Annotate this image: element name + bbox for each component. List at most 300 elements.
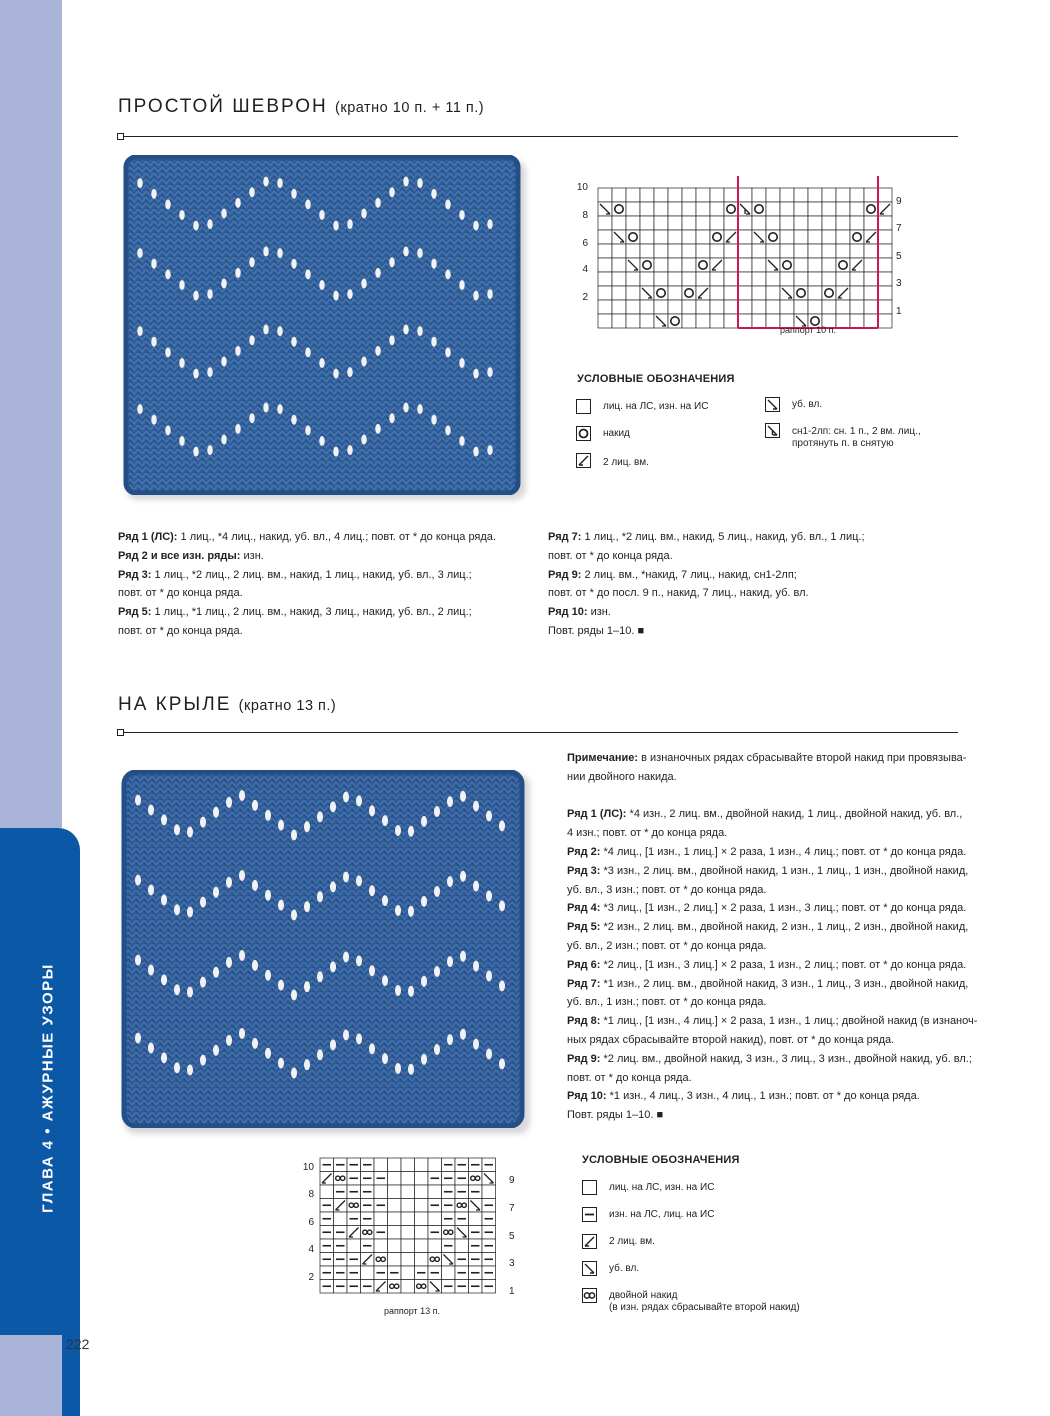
eyelet bbox=[431, 415, 437, 425]
chart-cell bbox=[878, 244, 892, 258]
chart-cell bbox=[878, 300, 892, 314]
eyelet bbox=[291, 337, 297, 347]
chart-cell bbox=[822, 258, 836, 272]
pattern2-chart bbox=[300, 1152, 526, 1322]
eyelet bbox=[473, 961, 479, 972]
chart2-row-label: 4 bbox=[308, 1244, 314, 1255]
chart-cell bbox=[598, 314, 612, 328]
row-label: Ряд 9: bbox=[548, 568, 582, 581]
chart-cell bbox=[640, 216, 654, 230]
row-text: повт. от * до посл. 9 п., накид, 7 лиц., накид, уб. вл. bbox=[548, 587, 809, 600]
eyelet bbox=[148, 1042, 154, 1053]
instruction-line bbox=[548, 566, 865, 585]
chart-cell bbox=[864, 272, 878, 286]
row-label: Ряд 4: bbox=[567, 902, 601, 915]
eyelet bbox=[187, 987, 193, 998]
chart-cell bbox=[850, 202, 864, 216]
chart-cell bbox=[724, 188, 738, 202]
eyelet bbox=[213, 1045, 219, 1056]
chart-cell bbox=[668, 286, 682, 300]
chart-cell bbox=[428, 1185, 442, 1199]
eyelet bbox=[200, 977, 206, 988]
chart-cell bbox=[794, 202, 808, 216]
eyelet bbox=[235, 346, 241, 356]
chart-cell bbox=[682, 272, 696, 286]
chart-cell bbox=[415, 1172, 429, 1186]
empty-square-icon bbox=[582, 1180, 597, 1195]
chart-cell bbox=[415, 1212, 429, 1226]
chart-cell bbox=[682, 258, 696, 272]
row-text: повт. от * до конца ряда. bbox=[118, 587, 243, 600]
chart-cell bbox=[738, 188, 752, 202]
eyelet bbox=[193, 447, 199, 457]
eyelet bbox=[265, 970, 271, 981]
eyelet bbox=[213, 967, 219, 978]
eyelet bbox=[459, 358, 465, 368]
eyelet bbox=[235, 198, 241, 208]
chart-cell bbox=[415, 1226, 429, 1240]
eyelet bbox=[174, 824, 180, 835]
eyelet bbox=[304, 821, 310, 832]
eyelet bbox=[445, 199, 451, 209]
row-text: 4 изн.; повт. от * до конца ряда. bbox=[567, 827, 728, 840]
eyelet bbox=[499, 1058, 505, 1069]
eyelet bbox=[447, 876, 453, 887]
chart-cell bbox=[878, 272, 892, 286]
chart-cell bbox=[428, 1239, 442, 1253]
eyelet bbox=[239, 870, 245, 881]
chart-cell bbox=[388, 1199, 402, 1213]
chart-cell bbox=[710, 244, 724, 258]
chart2-row-label: 8 bbox=[308, 1189, 314, 1200]
chart-cell bbox=[598, 258, 612, 272]
row-label: Ряд 1 (ЛС): bbox=[118, 531, 178, 543]
eyelet bbox=[375, 268, 381, 278]
eyelet bbox=[408, 1064, 414, 1075]
chart-cell bbox=[724, 216, 738, 230]
eyelet bbox=[174, 904, 180, 915]
eyelet bbox=[174, 1062, 180, 1073]
row-text: *3 изн., 2 лиц. вм., двойной накид, 1 изн., 1 лиц., 1 изн., двойной накид, bbox=[600, 864, 969, 877]
row-text: 1 лиц., *2 лиц. вм., накид, 5 лиц., накид, уб. вл., 1 лиц.; bbox=[581, 531, 865, 543]
eyelet bbox=[361, 208, 367, 218]
chart2-repeat-label: раппорт 13 п. bbox=[383, 1306, 441, 1316]
eyelet bbox=[356, 795, 362, 806]
instruction-line bbox=[567, 937, 977, 956]
chart-cell bbox=[878, 258, 892, 272]
eyelet bbox=[319, 358, 325, 368]
chart-cell bbox=[626, 216, 640, 230]
chart-cell bbox=[668, 188, 682, 202]
chart-cell bbox=[822, 300, 836, 314]
eyelet bbox=[431, 337, 437, 347]
eyelet bbox=[174, 984, 180, 995]
pattern2-instructions bbox=[567, 749, 977, 1125]
pattern1-swatch-photo bbox=[122, 155, 522, 495]
eyelet bbox=[165, 199, 171, 209]
instruction-line bbox=[567, 749, 977, 768]
eyelet bbox=[395, 825, 401, 836]
eyelet bbox=[473, 291, 479, 301]
chart-cell bbox=[640, 202, 654, 216]
eyelet bbox=[417, 404, 423, 414]
chart-cell bbox=[710, 202, 724, 216]
eyelet bbox=[395, 985, 401, 996]
eyelet bbox=[347, 445, 353, 455]
eyelet bbox=[369, 965, 375, 976]
eyelet bbox=[389, 257, 395, 267]
eyelet bbox=[148, 804, 154, 815]
chart-cell bbox=[822, 230, 836, 244]
chart-cell bbox=[626, 314, 640, 328]
sidebar-bottom-band bbox=[0, 1335, 62, 1416]
eyelet bbox=[265, 1048, 271, 1059]
chart-cell bbox=[878, 314, 892, 328]
eyelet bbox=[200, 1055, 206, 1066]
eyelet bbox=[403, 403, 409, 413]
instruction-line bbox=[567, 881, 977, 900]
row-text: изн. bbox=[587, 606, 611, 619]
eyelet bbox=[135, 955, 141, 966]
pattern1-title-text: ПРОСТОЙ ШЕВРОН bbox=[118, 96, 328, 117]
chart-cell bbox=[388, 1239, 402, 1253]
chart-cell bbox=[738, 314, 752, 328]
row-text: *4 изн., 2 лиц. вм., двойной накид, 1 лиц., двойной накид, уб. вл., bbox=[626, 808, 963, 821]
k2tog-icon bbox=[576, 453, 591, 468]
eyelet bbox=[317, 1049, 323, 1060]
chart-cell bbox=[428, 1212, 442, 1226]
chart-cell bbox=[850, 286, 864, 300]
eyelet bbox=[305, 199, 311, 209]
chart-cell bbox=[442, 1266, 456, 1280]
pattern2-legend-title: УСЛОВНЫЕ ОБОЗНАЧЕНИЯ bbox=[582, 1154, 740, 1166]
chart1-row-label: 4 bbox=[582, 264, 588, 275]
eyelet bbox=[278, 900, 284, 911]
chart2-row-label: 5 bbox=[509, 1231, 515, 1242]
row-text: повт. от * до конца ряда. bbox=[548, 549, 673, 562]
chart-cell bbox=[374, 1212, 388, 1226]
eyelet bbox=[487, 445, 493, 455]
instruction-line bbox=[567, 1087, 977, 1106]
row-label: Ряд 1 (ЛС): bbox=[567, 808, 627, 821]
eyelet bbox=[369, 805, 375, 816]
eyelet bbox=[161, 974, 167, 985]
chart-cell bbox=[794, 300, 808, 314]
instruction-line bbox=[567, 956, 977, 975]
eyelet bbox=[434, 966, 440, 977]
legend-item: лиц. на ЛС, изн. на ИС bbox=[582, 1180, 714, 1195]
eyelet bbox=[333, 221, 339, 231]
eyelet bbox=[291, 189, 297, 199]
eyelet bbox=[137, 326, 143, 336]
chart2-row-label: 10 bbox=[302, 1162, 314, 1173]
empty-square-icon bbox=[576, 399, 591, 414]
row-text: *1 изн., 4 лиц., 3 изн., 4 лиц., 1 изн.; повт. от * до конца ряда. bbox=[606, 1090, 920, 1103]
chart1-row-label: 3 bbox=[896, 278, 902, 289]
row-label: Ряд 7: bbox=[548, 531, 582, 543]
chart-cell bbox=[696, 216, 710, 230]
eyelet bbox=[382, 1053, 388, 1064]
eyelet bbox=[226, 797, 232, 808]
eyelet bbox=[403, 177, 409, 187]
chart-cell bbox=[626, 272, 640, 286]
eyelet bbox=[278, 1058, 284, 1069]
chart-cell bbox=[640, 272, 654, 286]
instruction-line bbox=[567, 899, 977, 918]
eyelet bbox=[447, 1034, 453, 1045]
instruction-line bbox=[567, 862, 977, 881]
chart-cell bbox=[640, 188, 654, 202]
chart-cell bbox=[415, 1158, 429, 1172]
chart-cell bbox=[455, 1239, 469, 1253]
chart-cell bbox=[654, 272, 668, 286]
eyelet bbox=[417, 326, 423, 336]
chart-cell bbox=[598, 188, 612, 202]
row-text: Повт. ряды 1–10. ■ bbox=[567, 1109, 664, 1122]
chart-cell bbox=[808, 244, 822, 258]
chart-cell bbox=[836, 300, 850, 314]
eyelet bbox=[291, 990, 297, 1001]
chart-cell bbox=[808, 258, 822, 272]
chart-cell bbox=[401, 1172, 415, 1186]
eyelet bbox=[305, 269, 311, 279]
eyelet bbox=[382, 895, 388, 906]
chart-cell bbox=[752, 216, 766, 230]
chart-cell bbox=[612, 272, 626, 286]
pattern2-title-text: НА КРЫЛЕ bbox=[118, 694, 232, 715]
eyelet bbox=[395, 905, 401, 916]
eyelet bbox=[213, 887, 219, 898]
row-text: уб. вл., 3 изн.; повт. от * до конца ряда. bbox=[567, 883, 767, 896]
chart1-repeat-label: раппорт 10 п. bbox=[779, 325, 837, 335]
chart-cell bbox=[724, 286, 738, 300]
row-text: *2 изн., 2 лиц. вм., двойной накид, 2 изн., 1 лиц., 2 изн., двойной накид, bbox=[600, 921, 969, 934]
chart-cell bbox=[878, 286, 892, 300]
chart-cell bbox=[780, 272, 794, 286]
eyelet bbox=[319, 436, 325, 446]
row-text: повт. от * до конца ряда. bbox=[118, 624, 243, 637]
page-number: 222 bbox=[66, 1336, 90, 1352]
row-text: *2 лиц. вм., двойной накид, 3 изн., 3 лиц., 3 изн., двойной накид, уб. вл.; bbox=[600, 1052, 972, 1065]
row-text: 1 лиц., *2 лиц., 2 лиц. вм., накид, 1 лиц., накид, уб. вл., 3 лиц.; bbox=[151, 568, 472, 581]
eyelet bbox=[165, 425, 171, 435]
chart-cell bbox=[401, 1185, 415, 1199]
eyelet bbox=[434, 886, 440, 897]
eyelet bbox=[305, 425, 311, 435]
eyelet bbox=[459, 436, 465, 446]
row-text: в изнаночных рядах сбрасывайте второй накид при провязыва- bbox=[638, 752, 967, 764]
eyelet bbox=[193, 291, 199, 301]
sidebar-top-band bbox=[0, 0, 62, 828]
chart-cell bbox=[738, 300, 752, 314]
instruction-line bbox=[548, 603, 865, 622]
chart-cell bbox=[640, 300, 654, 314]
chart-cell bbox=[401, 1226, 415, 1240]
chart-cell bbox=[850, 244, 864, 258]
row-label: Ряд 8: bbox=[567, 1015, 601, 1028]
chart-cell bbox=[682, 202, 696, 216]
eyelet bbox=[421, 816, 427, 827]
eyelet bbox=[389, 335, 395, 345]
instruction-line bbox=[548, 528, 865, 547]
chart-cell bbox=[724, 314, 738, 328]
chart-cell bbox=[654, 216, 668, 230]
pattern2-subtitle: (кратно 13 п.) bbox=[238, 698, 337, 714]
row-text: уб. вл., 2 изн.; повт. от * до конца ряда. bbox=[567, 939, 767, 952]
eyelet bbox=[343, 952, 349, 963]
chart-cell bbox=[822, 188, 836, 202]
chart-cell bbox=[808, 188, 822, 202]
chart2-row-label: 1 bbox=[509, 1286, 515, 1297]
chart-cell bbox=[401, 1239, 415, 1253]
chart-cell bbox=[724, 258, 738, 272]
row-label: Ряд 10: bbox=[548, 606, 588, 619]
eyelet bbox=[330, 801, 336, 812]
chart-cell bbox=[668, 300, 682, 314]
chart-cell bbox=[612, 244, 626, 258]
chart-cell bbox=[794, 258, 808, 272]
eyelet bbox=[356, 1033, 362, 1044]
chart-cell bbox=[626, 202, 640, 216]
chart-cell bbox=[752, 272, 766, 286]
legend-item: накид bbox=[576, 426, 630, 441]
chart-cell bbox=[598, 272, 612, 286]
eyelet bbox=[347, 219, 353, 229]
instruction-line bbox=[567, 805, 977, 824]
eyelet bbox=[445, 425, 451, 435]
chart-cell bbox=[836, 202, 850, 216]
eyelet bbox=[330, 1039, 336, 1050]
eyelet bbox=[447, 796, 453, 807]
chart-cell bbox=[668, 272, 682, 286]
chart-cell bbox=[334, 1212, 348, 1226]
instruction-line bbox=[567, 1069, 977, 1088]
eyelet bbox=[343, 1030, 349, 1041]
eyelet bbox=[291, 415, 297, 425]
row-text: 1 лиц., *1 лиц., 2 лиц. вм., накид, 3 лиц., накид, уб. вл., 2 лиц.; bbox=[151, 606, 472, 619]
instruction-line bbox=[118, 566, 496, 585]
eyelet bbox=[356, 875, 362, 886]
instruction-line bbox=[567, 787, 977, 806]
chart-cell bbox=[640, 244, 654, 258]
pattern1-chart bbox=[576, 176, 916, 346]
legend-item: двойной накид (в изн. рядах сбрасывайте второй накид) bbox=[582, 1288, 800, 1314]
chart-cell bbox=[682, 230, 696, 244]
eyelet bbox=[148, 964, 154, 975]
eyelet bbox=[265, 890, 271, 901]
chart-cell bbox=[766, 286, 780, 300]
chart-cell bbox=[598, 230, 612, 244]
eyelet bbox=[375, 198, 381, 208]
pattern1-legend-title: УСЛОВНЫЕ ОБОЗНАЧЕНИЯ bbox=[577, 373, 735, 385]
chart-cell bbox=[794, 230, 808, 244]
eyelet bbox=[382, 815, 388, 826]
chart-cell bbox=[878, 230, 892, 244]
eyelet bbox=[499, 900, 505, 911]
chart-cell bbox=[626, 286, 640, 300]
eyelet bbox=[343, 872, 349, 883]
eyelet bbox=[434, 806, 440, 817]
row-label: Ряд 10: bbox=[567, 1090, 607, 1103]
chart-cell bbox=[654, 188, 668, 202]
chart-cell bbox=[374, 1158, 388, 1172]
chart-cell bbox=[654, 258, 668, 272]
chart-cell bbox=[864, 244, 878, 258]
eyelet bbox=[382, 975, 388, 986]
chart-cell bbox=[738, 244, 752, 258]
eyelet bbox=[317, 891, 323, 902]
eyelet bbox=[361, 434, 367, 444]
eyelet bbox=[333, 369, 339, 379]
chart-cell bbox=[766, 272, 780, 286]
chart1-row-label: 8 bbox=[582, 210, 588, 221]
chart-cell bbox=[388, 1172, 402, 1186]
chart1-row-label: 5 bbox=[896, 251, 902, 262]
pattern1-instructions-right bbox=[548, 528, 865, 641]
eyelet bbox=[252, 960, 258, 971]
pattern1-title bbox=[118, 96, 484, 118]
eyelet bbox=[137, 178, 143, 188]
instruction-line bbox=[548, 622, 865, 641]
chart-cell bbox=[654, 230, 668, 244]
row-label: Ряд 5: bbox=[567, 921, 601, 934]
chart-cell bbox=[696, 300, 710, 314]
chart-cell bbox=[808, 230, 822, 244]
eyelet bbox=[361, 278, 367, 288]
chart-cell bbox=[766, 202, 780, 216]
legend-item: сн1-2лп: сн. 1 п., 2 вм. лиц., протянуть п. в снятую bbox=[765, 423, 921, 450]
chart-cell bbox=[361, 1266, 375, 1280]
chart-cell bbox=[668, 202, 682, 216]
chart-cell bbox=[808, 286, 822, 300]
legend-item: изн. на ЛС, лиц. на ИС bbox=[582, 1207, 714, 1222]
chart-cell bbox=[640, 230, 654, 244]
chart-cell bbox=[401, 1212, 415, 1226]
chart-cell bbox=[682, 216, 696, 230]
eyelet bbox=[487, 367, 493, 377]
row-text: 2 лиц. вм., *накид, 7 лиц., накид, сн1-2лп; bbox=[581, 568, 797, 581]
eyelet bbox=[151, 415, 157, 425]
eyelet bbox=[369, 885, 375, 896]
chart-cell bbox=[794, 188, 808, 202]
row-label: Ряд 9: bbox=[567, 1052, 601, 1065]
chart-cell bbox=[738, 258, 752, 272]
chart-cell bbox=[710, 216, 724, 230]
eyelet bbox=[263, 247, 269, 257]
eyelet bbox=[226, 957, 232, 968]
instruction-line bbox=[118, 622, 496, 641]
eyelet bbox=[305, 347, 311, 357]
eyelet bbox=[431, 259, 437, 269]
chart-cell bbox=[401, 1266, 415, 1280]
chart1-row-label: 1 bbox=[896, 306, 902, 317]
eyelet bbox=[487, 219, 493, 229]
chart-cell bbox=[374, 1239, 388, 1253]
eyelet bbox=[473, 369, 479, 379]
chart-cell bbox=[710, 314, 724, 328]
chart-cell bbox=[696, 202, 710, 216]
row-text: *3 лиц., [1 изн., 2 лиц.] × 2 раза, 1 изн., 3 лиц.; повт. от * до конца ряда. bbox=[600, 902, 967, 915]
row-text: 1 лиц., *4 лиц., накид, уб. вл., 4 лиц.; повт. от * до конца ряда. bbox=[177, 531, 496, 543]
eyelet bbox=[165, 269, 171, 279]
instruction-line bbox=[567, 1031, 977, 1050]
eyelet bbox=[460, 871, 466, 882]
chart-cell bbox=[850, 216, 864, 230]
eyelet bbox=[356, 955, 362, 966]
chart-cell bbox=[654, 202, 668, 216]
row-text: нии двойного накида. bbox=[567, 770, 677, 783]
chart-cell bbox=[428, 1158, 442, 1172]
